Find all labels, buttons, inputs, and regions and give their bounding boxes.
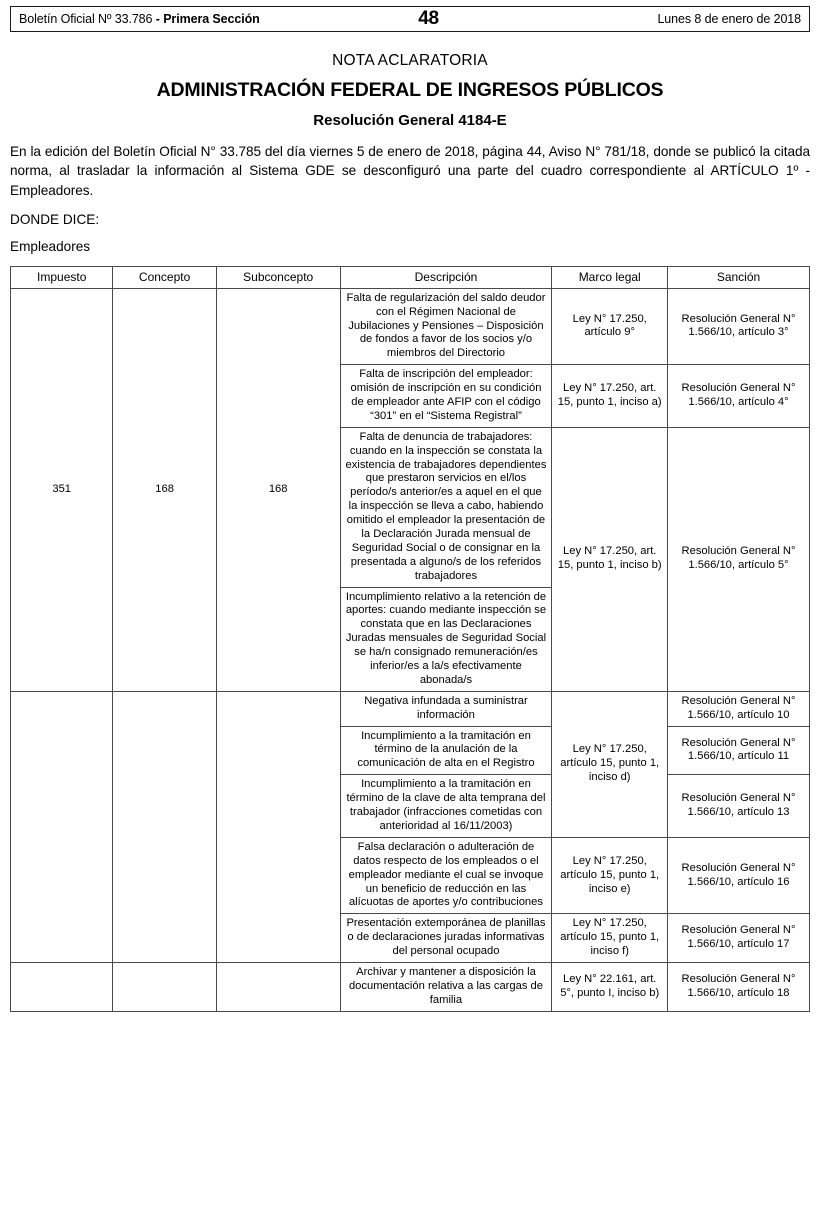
cell-descripcion: Falta de regularización del saldo deudor con el Régimen Nacional de Jubilaciones y Pensiones – Disposición de fondos a favor de los socios y/o miembros del Directorio bbox=[340, 288, 552, 364]
cell-descripcion: Incumplimiento a la tramitación en término de la anulación de la comunicación de alta en el Registro bbox=[340, 726, 552, 775]
cell-descripcion: Incumplimiento relativo a la retención de aportes: cuando mediante inspección se constata que en las Declaraciones Juradas mensuales de Seguridad Social se ha/n consignado remuneración/es inferior/es a la/s efectivamente abonada/s bbox=[340, 587, 552, 691]
empleadores-label: Empleadores bbox=[10, 238, 91, 254]
table-header-row bbox=[11, 266, 810, 288]
cell-sancion: Resolución General N° 1.566/10, artículo 18 bbox=[668, 962, 810, 1011]
cell-impuesto bbox=[11, 962, 113, 1011]
table-row bbox=[11, 288, 810, 364]
cell-subconcepto bbox=[216, 691, 340, 962]
cell-concepto: 168 bbox=[113, 288, 216, 691]
nota-aclaratoria-heading: NOTA ACLARATORIA bbox=[332, 52, 488, 69]
cell-sancion: Resolución General N° 1.566/10, artículo 10 bbox=[668, 691, 810, 726]
cell-marco-legal: Ley N° 17.250, artículo 9° bbox=[552, 288, 668, 364]
cell-sancion: Resolución General N° 1.566/10, artículo 3° bbox=[668, 288, 810, 364]
masthead-date: Lunes 8 de enero de 2018 bbox=[657, 12, 801, 26]
cell-marco-legal: Ley N° 22.161, art. 5°, punto I, inciso b) bbox=[552, 962, 668, 1011]
cell-subconcepto bbox=[216, 962, 340, 1011]
cell-marco-legal: Ley N° 17.250, artículo 15, punto 1, inciso d) bbox=[552, 691, 668, 837]
document-page bbox=[0, 6, 820, 1230]
masthead-section-name: - Primera Sección bbox=[152, 12, 260, 26]
column-header-impuesto: Impuesto bbox=[11, 266, 113, 288]
cell-descripcion: Negativa infundada a suministrar información bbox=[340, 691, 552, 726]
cell-concepto bbox=[113, 962, 216, 1011]
column-header-concepto: Concepto bbox=[113, 266, 216, 288]
cell-impuesto: 351 bbox=[11, 288, 113, 691]
organization-heading: ADMINISTRACIÓN FEDERAL DE INGRESOS PÚBLICOS bbox=[156, 79, 664, 101]
cell-impuesto bbox=[11, 691, 113, 962]
cell-descripcion: Incumplimiento a la tramitación en término de la clave de alta temprana del trabajador (infracciones cometidas con anterioridad al 16/11/2003) bbox=[340, 775, 552, 838]
cell-concepto bbox=[113, 691, 216, 962]
cell-descripcion: Presentación extemporánea de planillas o de declaraciones juradas informativas del personal ocupado bbox=[340, 914, 552, 963]
table-row bbox=[11, 962, 810, 1011]
cell-descripcion: Falta de inscripción del empleador: omisión de inscripción en su condición de empleador ante AFIP con el código “301” en el “Sistema Registral” bbox=[340, 365, 552, 428]
page-masthead bbox=[10, 6, 810, 32]
cell-descripcion: Falta de denuncia de trabajadores: cuando en la inspección se constata la existencia de trabajadores dependientes que prestaron servicios en el/los período/s anterior/es a aquel en el que la inspección se lleva a cabo, habiendo omitido el empleador la presentación de la Declaración Jurada mensual de Seguridad Social o de consignar en la presentada a alguno/s de los referidos trabajadores bbox=[340, 427, 552, 587]
resolution-heading: Resolución General 4184-E bbox=[313, 112, 507, 129]
cell-descripcion: Archivar y mantener a disposición la documentación relativa a las cargas de familia bbox=[340, 962, 552, 1011]
cell-subconcepto: 168 bbox=[216, 288, 340, 691]
cell-marco-legal: Ley N° 17.250, art. 15, punto 1, inciso b) bbox=[552, 427, 668, 691]
cell-marco-legal: Ley N° 17.250, art. 15, punto 1, inciso a) bbox=[552, 365, 668, 428]
cell-marco-legal: Ley N° 17.250, artículo 15, punto 1, inciso e) bbox=[552, 837, 668, 913]
cell-marco-legal: Ley N° 17.250, artículo 15, punto 1, inciso f) bbox=[552, 914, 668, 963]
column-header-sancion: Sanción bbox=[668, 266, 810, 288]
cell-sancion: Resolución General N° 1.566/10, artículo 16 bbox=[668, 837, 810, 913]
column-header-marco-legal: Marco legal bbox=[552, 266, 668, 288]
column-header-subconcepto: Subconcepto bbox=[216, 266, 340, 288]
masthead-publication-name: Boletín Oficial Nº 33.786 bbox=[19, 12, 153, 26]
cell-sancion: Resolución General N° 1.566/10, artículo 11 bbox=[668, 726, 810, 775]
table-row bbox=[11, 691, 810, 726]
donde-dice-label: DONDE DICE: bbox=[10, 211, 100, 227]
cell-sancion: Resolución General N° 1.566/10, artículo 4° bbox=[668, 365, 810, 428]
cell-sancion: Resolución General N° 1.566/10, artículo 13 bbox=[668, 775, 810, 838]
infractions-table bbox=[10, 266, 810, 1012]
intro-paragraph: En la edición del Boletín Oficial N° 33.785 del día viernes 5 de enero de 2018, página 44, Aviso N° 781/18, donde se publicó la citada norma, al trasladar la información al Sistema GDE se desconfiguró una parte del cuadro correspondiente al ARTÍCULO 1º - Empleadores. bbox=[10, 144, 810, 198]
cell-descripcion: Falsa declaración o adulteración de datos respecto de los empleados o el empleador mediante el cual se invoque un beneficio de reducción en las alícuotas de aportes y/o contribuciones bbox=[340, 837, 552, 913]
masthead-page-number: 48 bbox=[418, 8, 439, 29]
cell-sancion: Resolución General N° 1.566/10, artículo 17 bbox=[668, 914, 810, 963]
cell-sancion: Resolución General N° 1.566/10, artículo 5° bbox=[668, 427, 810, 691]
column-header-descripcion: Descripción bbox=[340, 266, 552, 288]
